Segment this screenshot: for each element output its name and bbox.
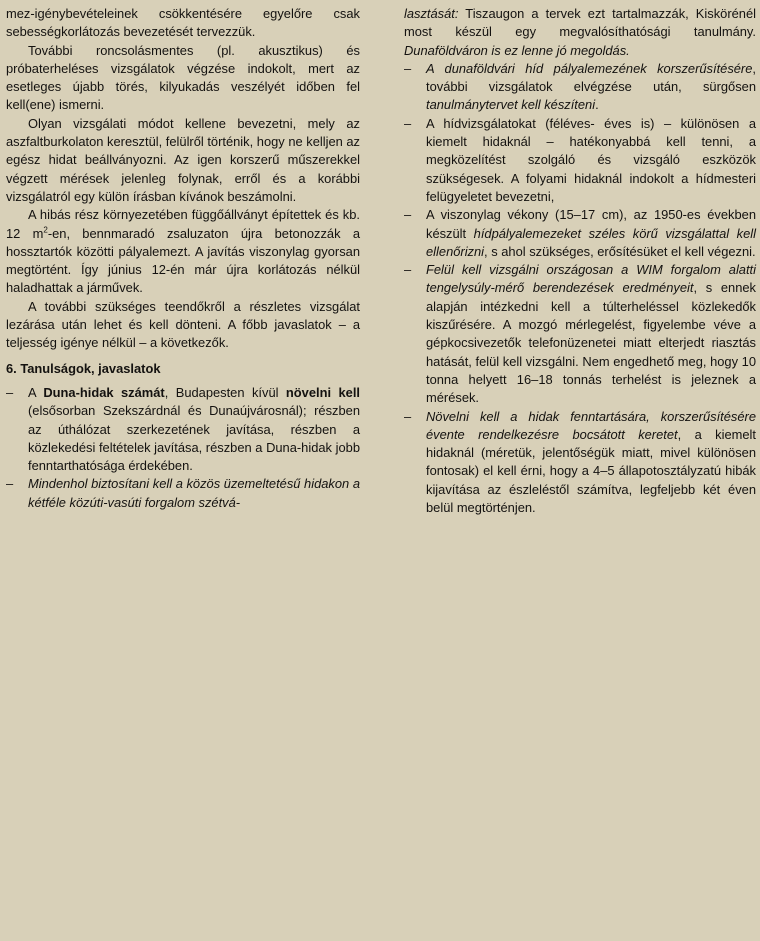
list-item: [404, 408, 756, 518]
paragraph: A további szükséges teendőkről a részletes vizsgálat lezárása után lehet és kell dönteni. A főbb javaslatok – a teljesség igénye nélkül – a következők.: [6, 298, 360, 351]
paragraph: Olyan vizsgálati módot kellene bevezetni, mely az aszfaltburkolaton keresztül, felülről történik, hogy ne kelljen az egész hidat beállványozni. Az igen korszerű műszerekkel végzett mérések jelenleg folynak, erről és a korábbi vizsgálatról egy külön írásban kívánok beszámolni.: [6, 115, 360, 204]
section-heading: 6. Tanulságok, javaslatok: [6, 360, 161, 376]
bold-span: növelni kell: [285, 384, 360, 400]
paragraph: [404, 5, 756, 60]
text-span: A: [28, 384, 44, 400]
paragraph: [6, 206, 360, 297]
list-item: [6, 475, 360, 512]
list-item: [404, 60, 756, 115]
italic-span: Felül kell vizsgálni országosan a WIM forgalom alatti tengelysúly-mérő berendezések eredményeit: [426, 262, 756, 296]
list-item: [404, 261, 756, 407]
italic-span: Mindenhol biztosítani kell a közös üzemeltetésű hidakon a kétféle közúti-vasúti forgalom szétvá-: [28, 476, 360, 510]
text-span: .: [595, 97, 599, 113]
list-item: [6, 384, 360, 475]
paragraph: További roncsolásmentes (pl. akusztikus) és próbaterheléses vizsgálatok végzése indokolt, mert az esetleges újabb törés, kilyukadás veszélyét időben fel kell(ene) ismerni.: [6, 42, 360, 113]
list-item: – A hídvizsgálatokat (féléves- éves is) – különösen a kiemelt hidaknál – hatékonyabbá kell tenni, a megközelítést szolgáló és vizsgáló eszközök szükségesek. A folyami hidaknál indokolt a hídmesteri felügyeletet bevezetni,: [404, 115, 756, 206]
italic-span: hídpályalemezeket széles körű vizsgálattal kell ellenőrizni: [426, 225, 756, 259]
text-span: , a kiemelt hidaknál (méretük, jelentőségük miatt, mivel különösen fontosak) el kell érni, hogy a 4–5 állapotosztályzatú hibák kijavítása az észleléstől számítva, legfeljebb két éven belül megtörténjen.: [426, 426, 756, 516]
list-item: [404, 206, 756, 261]
bold-span: Duna-hidak számát: [43, 384, 165, 400]
text-span: -en, bennmaradó zsaluzaton újra betonozzák a hossztartók közötti pályalemezt. A javítás viszonylag gyorsan megtörtént. Így június 12-én már újra korlátozás nélkül haladhattak a járművek.: [6, 225, 360, 296]
text-span: A hibás rész környezetében függőállványt építettek és kb. 12 m: [6, 207, 360, 241]
text-column-left: [6, 5, 360, 512]
text-span: , további vizsgálatok elvégzése után, sürgősen: [426, 60, 756, 95]
italic-span: Növelni kell a hidak fenntartására, korszerűsítésére évente rendelkezésre bocsátott keretet: [426, 408, 756, 442]
text-span: , s ennek alapján intézkedni kell a túlterheléssel közlekedők kiszűrésére. A mozgó mérlegelést, figyelembe véve a gépkocsivezetők telefonüzenetei miatt elterjedt riasztás hatását, felül kell vizsgálni. Nem engedhető meg, hogy 10 tonna helyett 16–18 tonnás terhelést is jeleznek a mérések.: [426, 280, 757, 406]
paragraph: mez-igénybevételeinek csökkentésére egyelőre csak sebességkorlátozás bevezetését tervezzük.: [6, 6, 360, 40]
italic-span: A dunaföldvári híd pályalemezének korszerűsítésére: [426, 60, 753, 76]
superscript: 2: [43, 225, 48, 235]
text-span: , Budapesten kívül: [164, 384, 286, 400]
text-span: A viszonylag vékony (15–17 cm), az 1950-es években készült: [426, 207, 756, 241]
text-column-right: [404, 5, 756, 517]
text-span: , s ahol szükséges, erősítésüket el kell végezni.: [484, 243, 756, 259]
text-span: Tiszaugon a tervek ezt tartalmazzák, Kiskörénél most készül egy megvalósíthatósági tanulmány.: [404, 6, 756, 40]
text-span: (elsősorban Szekszárdnál és Dunaújvárosnál); részben az úthálózat szerkezetének javítása, részben a közlekedési feltételek javítása, részben a Duna-hidak jobb fenntarthatósága érdekében.: [28, 403, 360, 474]
italic-span: Dunaföldváron is ez lenne jó megoldás.: [404, 42, 630, 58]
italic-span: lasztását:: [404, 6, 459, 21]
italic-span: tanulmánytervet kell készíteni: [426, 97, 596, 113]
